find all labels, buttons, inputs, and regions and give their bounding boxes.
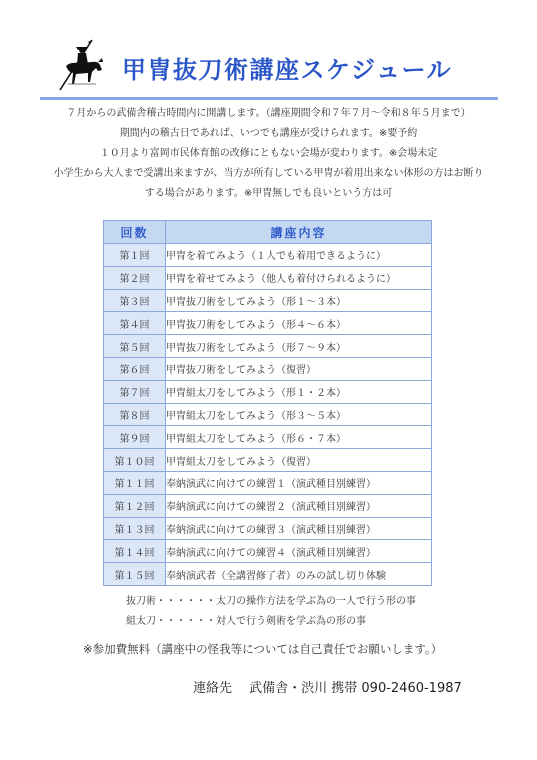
session-content: 奉納演武者（全講習修了者）のみの試し切り体験 bbox=[166, 563, 432, 586]
table-row bbox=[104, 335, 432, 358]
session-content: 甲冑組太刀をしてみよう（形３～５本） bbox=[166, 403, 432, 426]
session-content: 甲冑組太刀をしてみよう（復習） bbox=[166, 449, 432, 472]
session-number: 第３回 bbox=[104, 289, 166, 312]
session-number: 第４回 bbox=[104, 312, 166, 335]
column-header-content: 講座内容 bbox=[166, 221, 432, 244]
session-number: 第１５回 bbox=[104, 563, 166, 586]
session-number: 第１回 bbox=[104, 244, 166, 267]
table-row bbox=[104, 244, 432, 267]
table-row bbox=[104, 449, 432, 472]
session-number: 第２回 bbox=[104, 266, 166, 289]
title-divider bbox=[40, 97, 498, 100]
session-number: 第７回 bbox=[104, 380, 166, 403]
table-header-row bbox=[104, 221, 432, 244]
session-number: 第６回 bbox=[104, 357, 166, 380]
session-content: 甲冑を着せてみよう（他人も着付けられるように） bbox=[166, 266, 432, 289]
table-row bbox=[104, 312, 432, 335]
session-content: 奉納演武に向けての練習２（演武種目別練習） bbox=[166, 494, 432, 517]
note-battou: 抜刀術・・・・・・太刀の操作方法を学ぶ為の一人で行う形の事 bbox=[126, 596, 416, 607]
note-kumitachi: 組太刀・・・・・・対人で行う剣術を学ぶ為の形の事 bbox=[126, 616, 366, 627]
table-row bbox=[104, 357, 432, 380]
session-number: 第１１回 bbox=[104, 471, 166, 494]
table-row bbox=[104, 426, 432, 449]
session-content: 甲冑組太刀をしてみよう（形６・７本） bbox=[166, 426, 432, 449]
term-notes bbox=[126, 592, 416, 632]
session-content: 甲冑組太刀をしてみよう（形１・２本） bbox=[166, 380, 432, 403]
session-number: 第１２回 bbox=[104, 494, 166, 517]
session-number: 第５回 bbox=[104, 335, 166, 358]
column-header-session: 回数 bbox=[104, 221, 166, 244]
table-row bbox=[104, 289, 432, 312]
table-row bbox=[104, 563, 432, 586]
table-row bbox=[104, 266, 432, 289]
intro-line: １０月より富岡市民体育館の改修にともない会場が変わります。※会場未定 bbox=[99, 148, 438, 159]
session-content: 奉納演武に向けての練習１（演武種目別練習） bbox=[166, 471, 432, 494]
session-content: 甲冑を着てみよう（１人でも着用できるように） bbox=[166, 244, 432, 267]
intro-line: する場合があります。※甲冑無しでも良いという方は可 bbox=[144, 188, 393, 199]
table-row bbox=[104, 471, 432, 494]
table-row bbox=[104, 403, 432, 426]
session-number: 第１０回 bbox=[104, 449, 166, 472]
session-content: 甲冑抜刀術をしてみよう（形１～３本） bbox=[166, 289, 432, 312]
fee-notice: ※参加費無料（講座中の怪我等については自己責任でお願いします。） bbox=[83, 642, 443, 656]
intro-text bbox=[30, 104, 507, 204]
session-number: 第１４回 bbox=[104, 540, 166, 563]
intro-line: 期間内の稽古日であれば、いつでも講座が受けられます。※要予約 bbox=[119, 128, 418, 139]
table-row bbox=[104, 517, 432, 540]
session-number: 第８回 bbox=[104, 403, 166, 426]
session-number: 第９回 bbox=[104, 426, 166, 449]
table-row bbox=[104, 380, 432, 403]
session-content: 甲冑抜刀術をしてみよう（形４～６本） bbox=[166, 312, 432, 335]
table-row bbox=[104, 494, 432, 517]
mounted-samurai-icon bbox=[58, 38, 104, 92]
session-content: 奉納演武に向けての練習４（演武種目別練習） bbox=[166, 540, 432, 563]
intro-line: 小学生から大人まで受講出来ますが、当方が所有している甲冑が着用出来ない体形の方はお断り bbox=[53, 168, 484, 179]
table-row bbox=[104, 540, 432, 563]
session-number: 第１３回 bbox=[104, 517, 166, 540]
schedule-table bbox=[103, 220, 432, 586]
page-title: 甲冑抜刀術講座スケジュール bbox=[122, 56, 453, 84]
contact-info: 連絡先 武備舎・渋川 携帯 090-2460-1987 bbox=[193, 681, 462, 696]
session-content: 甲冑抜刀術をしてみよう（形７～９本） bbox=[166, 335, 432, 358]
session-content: 甲冑抜刀術をしてみよう（復習） bbox=[166, 357, 432, 380]
intro-line: ７月からの武備舎稽古時間内に開講します。（講座期間令和７年７月～令和８年５月まで） bbox=[66, 108, 471, 119]
session-content: 奉納演武に向けての練習３（演武種目別練習） bbox=[166, 517, 432, 540]
